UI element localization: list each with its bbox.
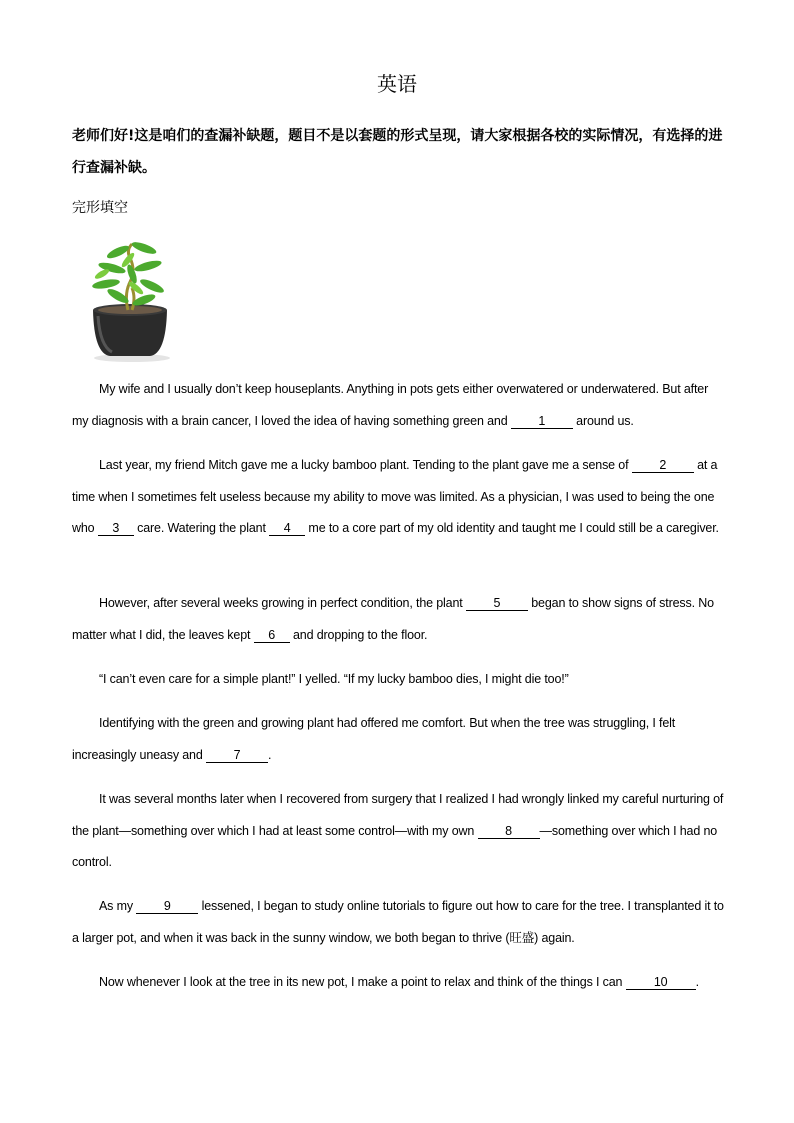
- passage-paragraph-7: As my 9 lessened, I began to study online tutorials to figure out how to care for the tree. I transplanted it to a larger pot, and when it was back in the sunny window, we both began to thrive (旺盛) again.: [72, 899, 724, 945]
- blank-1[interactable]: 1: [511, 414, 573, 429]
- bamboo-plant-image: [88, 238, 172, 362]
- blank-4[interactable]: 4: [269, 521, 305, 536]
- blank-7[interactable]: 7: [206, 748, 268, 763]
- passage-paragraph-3: However, after several weeks growing in perfect condition, the plant 5 began to show signs of stress. No matter what I did, the leaves kept 6 and dropping to the floor.: [72, 596, 714, 642]
- intro-text: 老师们好!这是咱们的查漏补缺题，题目不是以套题的形式呈现，请大家根据各校的实际情况，有选择的进行查漏补缺。: [72, 128, 723, 176]
- passage-paragraph-2: Last year, my friend Mitch gave me a lucky bamboo plant. Tending to the plant gave me a sense of 2 at a time when I sometimes felt useless because my ability to move was limited. As a physician, I was used to being the one who 3 care. Watering the plant 4 me to a core part of my old identity and taught me I could still be a caregiver.: [72, 458, 719, 535]
- passage-paragraph-1: My wife and I usually don’t keep houseplants. Anything in pots gets either overwatered or underwatered. But after my diagnosis with a brain cancer, I loved the idea of having something green and 1 around us.: [72, 382, 709, 428]
- passage-paragraph-8: Now whenever I look at the tree in its new pot, I make a point to relax and think of the things I can 10 .: [99, 975, 699, 989]
- blank-9[interactable]: 9: [136, 899, 198, 914]
- passage-paragraph-6: It was several months later when I recovered from surgery that I realized I had wrongly linked my careful nurturing of the plant—something over which I had at least some control—with my own 8 —something over which I had no control.: [72, 792, 724, 869]
- blank-10[interactable]: 10: [626, 975, 696, 990]
- passage-paragraph-4: “I can’t even care for a simple plant!” I yelled. “If my lucky bamboo dies, I might die too!”: [99, 672, 569, 686]
- section-title: 完形填空: [72, 200, 128, 216]
- page-title: 英语: [377, 72, 417, 96]
- blank-3[interactable]: 3: [98, 521, 134, 536]
- passage-paragraph-5: Identifying with the green and growing plant had offered me comfort. But when the tree was struggling, I felt increasingly uneasy and 7 .: [72, 716, 676, 762]
- blank-2[interactable]: 2: [632, 458, 694, 473]
- blank-8[interactable]: 8: [478, 824, 540, 839]
- blank-5[interactable]: 5: [466, 596, 528, 611]
- blank-6[interactable]: 6: [254, 628, 290, 643]
